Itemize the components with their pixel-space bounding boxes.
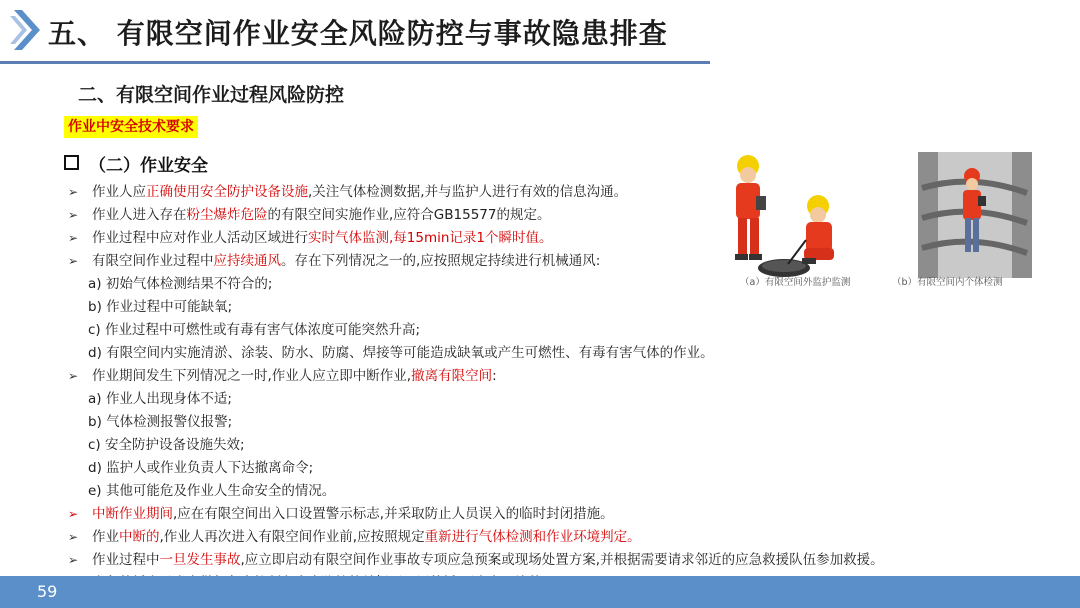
body-text: a) 初始气体检测结果不符合的; [88, 276, 273, 292]
body-text: 作业期间发生下列情况之一时,作业人应立即中断作业, [92, 368, 412, 384]
highlight-text: 中断的 [119, 529, 160, 545]
body-text: ,应立即启动有限空间作业事故专项应急预案或现场处置方案,并根据需要请求邻近的应急救援队伍参加救援。 [240, 552, 884, 568]
footer-bar [0, 576, 1080, 608]
highlight-text: 实时气体监测,每15min记录1个瞬时值。 [308, 230, 553, 246]
title-divider [0, 61, 710, 64]
body-text: 作业过程中 [92, 552, 160, 568]
sub-item [68, 319, 1068, 342]
body-text: c) 作业过程中可燃性或有毒有害气体浓度可能突然升高; [88, 322, 421, 338]
title-chevron-icon [10, 8, 40, 52]
sub-item [68, 342, 1068, 365]
caption-b: （b）有限空间内个体检测 [892, 277, 1003, 288]
highlight-text: 撤离有限空间 [411, 368, 493, 384]
body-text: ,应在有限空间出入口设置警示标志,并采取防止人员误入的临时封闭措施。 [173, 506, 614, 522]
caption-a: （a）有限空间外监护监测 [740, 277, 851, 288]
body-text: 作业人应 [92, 184, 146, 200]
highlight-text: 重新进行气体检测和作业环境判定。 [424, 529, 641, 545]
page-number: 59 [37, 582, 58, 601]
arrow-bullet-icon: ➢ [68, 507, 79, 521]
highlight-text: 应持续通风 [213, 253, 281, 269]
arrow-bullet-icon: ➢ [68, 185, 79, 199]
inside-detection-illustration [918, 152, 1032, 278]
arrow-bullet-icon: ➢ [68, 254, 79, 268]
sub-item [68, 388, 1068, 411]
arrow-bullet-icon: ➢ [68, 530, 79, 544]
bullet-item [68, 526, 1068, 549]
body-text: ,关注气体检测数据,并与监护人进行有效的信息沟通。 [308, 184, 628, 200]
body-text: 。存在下列情况之一的,应按照规定持续进行机械通风: [281, 253, 601, 269]
arrow-bullet-icon: ➢ [68, 208, 79, 222]
bullet-item [68, 365, 1068, 388]
highlight-text: 正确使用安全防护设备设施 [146, 184, 308, 200]
body-text: 有限空间作业过程中 [92, 253, 214, 269]
sub-item [68, 434, 1068, 457]
bullet-item [68, 549, 1068, 572]
page-title: 五、 有限空间作业安全风险防控与事故隐患排查 [48, 17, 668, 50]
arrow-bullet-icon: ➢ [68, 231, 79, 245]
body-text: 的有限空间实施作业,应符合GB15577的规定。 [267, 207, 551, 223]
body-text: b) 气体检测报警仪报警; [88, 414, 233, 430]
arrow-bullet-icon: ➢ [68, 553, 79, 567]
body-text: 作业人进入存在 [92, 207, 187, 223]
body-text: : [492, 368, 497, 384]
subsection-heading [64, 151, 208, 176]
body-text: a) 作业人出现身体不适; [88, 391, 232, 407]
body-text: c) 安全防护设备设施失效; [88, 437, 245, 453]
body-text: d) 有限空间内实施清淤、涂装、防水、防腐、焊接等可能造成缺氧或产生可燃性、有毒有害气体的作业。 [88, 345, 714, 361]
arrow-bullet-icon: ➢ [68, 369, 79, 383]
sub-item [68, 296, 1068, 319]
body-text: e) 其他可能危及作业人生命安全的情况。 [88, 483, 336, 499]
body-text: 作业过程中应对作业人活动区域进行 [92, 230, 308, 246]
section-heading: 二、有限空间作业过程风险防控 [78, 84, 345, 106]
requirement-tag: 作业中安全技术要求 [64, 116, 198, 138]
sub-item [68, 480, 1068, 503]
highlight-text: 中断作业期间 [92, 506, 173, 522]
body-text: b) 作业过程中可能缺氧; [88, 299, 233, 315]
sub-item [68, 411, 1068, 434]
sub-item [68, 457, 1068, 480]
square-bullet-icon [64, 155, 79, 170]
subsection-label: （二）作业安全 [89, 156, 208, 176]
highlight-text: 一旦发生事故 [159, 552, 241, 568]
bullet-item [68, 503, 1068, 526]
outside-monitoring-illustration [735, 155, 834, 277]
body-text: d) 监护人或作业负责人下达撤离命令; [88, 460, 314, 476]
body-text: 作业 [92, 529, 119, 545]
highlight-text: 粉尘爆炸危险 [186, 207, 268, 223]
body-text: ,作业人再次进入有限空间作业前,应按照规定 [159, 529, 425, 545]
